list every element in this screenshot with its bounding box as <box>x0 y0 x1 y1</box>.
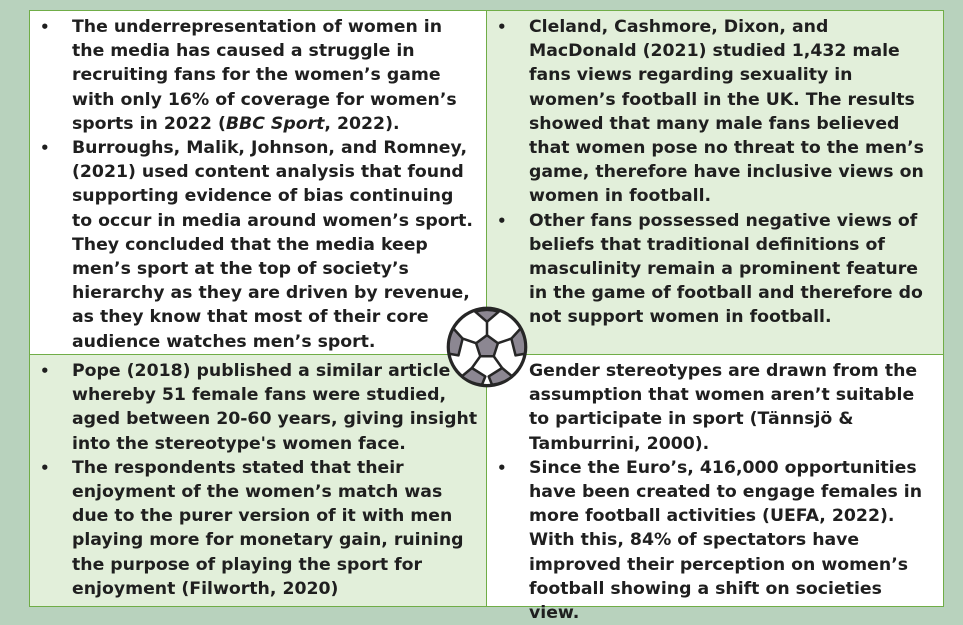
bullet-list <box>497 15 935 330</box>
cell-bottom-left <box>30 355 487 606</box>
list-item: Gender stereotypes are drawn from the assumption that women aren’t suitable to participate in sport (Tännsjö & Tamburrini, 2000). <box>529 361 918 454</box>
cell-bottom-right <box>487 355 943 624</box>
list-item: • Other fans possessed negative views of beliefs that traditional definitions of masculinity remain a prominent feature in the game of football and therefore do not support women in football. <box>497 209 935 330</box>
list-item: • The respondents stated that their enjoyment of the women’s match was due to the purer version of it with men playing more for monetary gain, ruining the purpose of playing the sport for enjoyment (Filworth, 2020) <box>40 456 478 601</box>
text-run: The underrepresentation of women in the media has caused a struggle in recruiting fans for the women’s game with only 16% of coverage for women’s sports in 2022 ( <box>72 17 457 134</box>
cell-top-right <box>487 11 943 355</box>
bullet-list <box>497 359 935 625</box>
list-item: • Burroughs, Malik, Johnson, and Romney, (2021) used content analysis that found supporting evidence of bias continuing to occur in media around women’s sport. They concluded that the media keep men’s sport at the top of society’s hierarchy as they are driven by revenue, as they know that most of their core audience watches men’s sport. <box>40 136 478 354</box>
cell-top-left <box>30 11 487 355</box>
list-item <box>40 15 478 136</box>
bullet-list <box>40 15 478 354</box>
bullet-list <box>40 359 478 601</box>
list-item: • Cleland, Cashmore, Dixon, and MacDonald (2021) studied 1,432 male fans views regarding sexuality in women’s football in the UK. The results showed that many male fans believed that women pose no threat to the men’s game, therefore have inclusive views on women in football. <box>497 15 935 209</box>
football-icon <box>445 305 529 389</box>
list-item: • Since the Euro’s, 416,000 opportunities have been created to engage females in more football activities (UEFA, 2022). With this, 84% of spectators have improved their perception on women’s football showing a shift on societies view. <box>497 456 935 625</box>
list-item: • Pope (2018) published a similar article whereby 51 female fans were studied, aged between 20-60 years, giving insight into the stereotype's women face. <box>40 359 478 456</box>
text-run: , 2022). <box>324 113 400 134</box>
source-title: BBC Sport <box>225 113 325 134</box>
